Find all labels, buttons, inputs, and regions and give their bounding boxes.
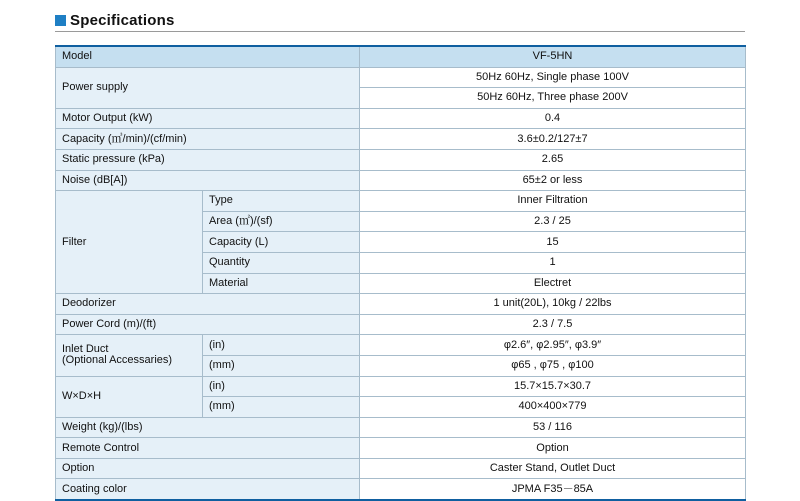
filter-quantity-value: 1 [360, 252, 746, 273]
weight-label: Weight (kg)/(lbs) [56, 417, 360, 438]
weight-value: 53 / 116 [360, 417, 746, 438]
filter-capacity-label: Capacity (L) [203, 232, 360, 253]
section-heading [55, 8, 745, 32]
filter-area-label: Area (㎡)/(sf) [203, 211, 360, 232]
model-value: VF-5HN [360, 46, 746, 67]
inlet-duct-unit-mm: (mm) [203, 355, 360, 376]
specifications-table [55, 45, 746, 501]
filter-type-value: Inner Filtration [360, 191, 746, 212]
table-row [56, 335, 746, 356]
motor-output-label: Motor Output (kW) [56, 108, 360, 129]
remote-control-label: Remote Control [56, 438, 360, 459]
option-value: Caster Stand, Outlet Duct [360, 458, 746, 479]
table-row [56, 458, 746, 479]
section-title: Specifications [70, 11, 175, 29]
square-bullet-icon [55, 15, 66, 26]
inlet-duct-value-in: φ2.6″, φ2.95″, φ3.9″ [360, 335, 746, 356]
filter-quantity-label: Quantity [203, 252, 360, 273]
table-row [56, 294, 746, 315]
dimensions-unit-in: (in) [203, 376, 360, 397]
table-row [56, 129, 746, 150]
table-row [56, 479, 746, 500]
model-label: Model [56, 46, 360, 67]
table-row [56, 314, 746, 335]
power-supply-value: 50Hz 60Hz, Single phase 100V [360, 67, 746, 88]
power-supply-value: 50Hz 60Hz, Three phase 200V [360, 88, 746, 109]
heading-divider [55, 31, 745, 32]
inlet-duct-label-line2: (Optional Accessaries) [62, 354, 173, 367]
filter-material-value: Electret [360, 273, 746, 294]
table-row [56, 438, 746, 459]
inlet-duct-label-line1: Inlet Duct [62, 343, 109, 356]
dimensions-unit-mm: (mm) [203, 397, 360, 418]
table-row [56, 376, 746, 397]
table-row [56, 417, 746, 438]
filter-capacity-value: 15 [360, 232, 746, 253]
noise-label: Noise (dB[A]) [56, 170, 360, 191]
table-row [56, 108, 746, 129]
dimensions-value-mm: 400×400×779 [360, 397, 746, 418]
motor-output-value: 0.4 [360, 108, 746, 129]
table-row [56, 170, 746, 191]
power-cord-label: Power Cord (m)/(ft) [56, 314, 360, 335]
inlet-duct-value-mm: φ65 , φ75 , φ100 [360, 355, 746, 376]
power-supply-label: Power supply [56, 67, 360, 108]
table-row [56, 149, 746, 170]
option-label: Option [56, 458, 360, 479]
inlet-duct-unit-in: (in) [203, 335, 360, 356]
table-row [56, 67, 746, 88]
dimensions-value-in: 15.7×15.7×30.7 [360, 376, 746, 397]
capacity-label: Capacity (㎥/min)/(cf/min) [56, 129, 360, 150]
table-row [56, 46, 746, 67]
deodorizer-value: 1 unit(20L), 10kg / 22lbs [360, 294, 746, 315]
power-cord-value: 2.3 / 7.5 [360, 314, 746, 335]
filter-label: Filter [56, 191, 203, 294]
capacity-value: 3.6±0.2/127±7 [360, 129, 746, 150]
filter-material-label: Material [203, 273, 360, 294]
static-pressure-label: Static pressure (kPa) [56, 149, 360, 170]
filter-area-value: 2.3 / 25 [360, 211, 746, 232]
inlet-duct-label [56, 335, 203, 376]
table-row [56, 191, 746, 212]
remote-control-value: Option [360, 438, 746, 459]
dimensions-label: W×D×H [56, 376, 203, 417]
deodorizer-label: Deodorizer [56, 294, 360, 315]
filter-type-label: Type [203, 191, 360, 212]
coating-color-value: JPMA F35－85A [360, 479, 746, 500]
noise-value: 65±2 or less [360, 170, 746, 191]
static-pressure-value: 2.65 [360, 149, 746, 170]
coating-color-label: Coating color [56, 479, 360, 500]
